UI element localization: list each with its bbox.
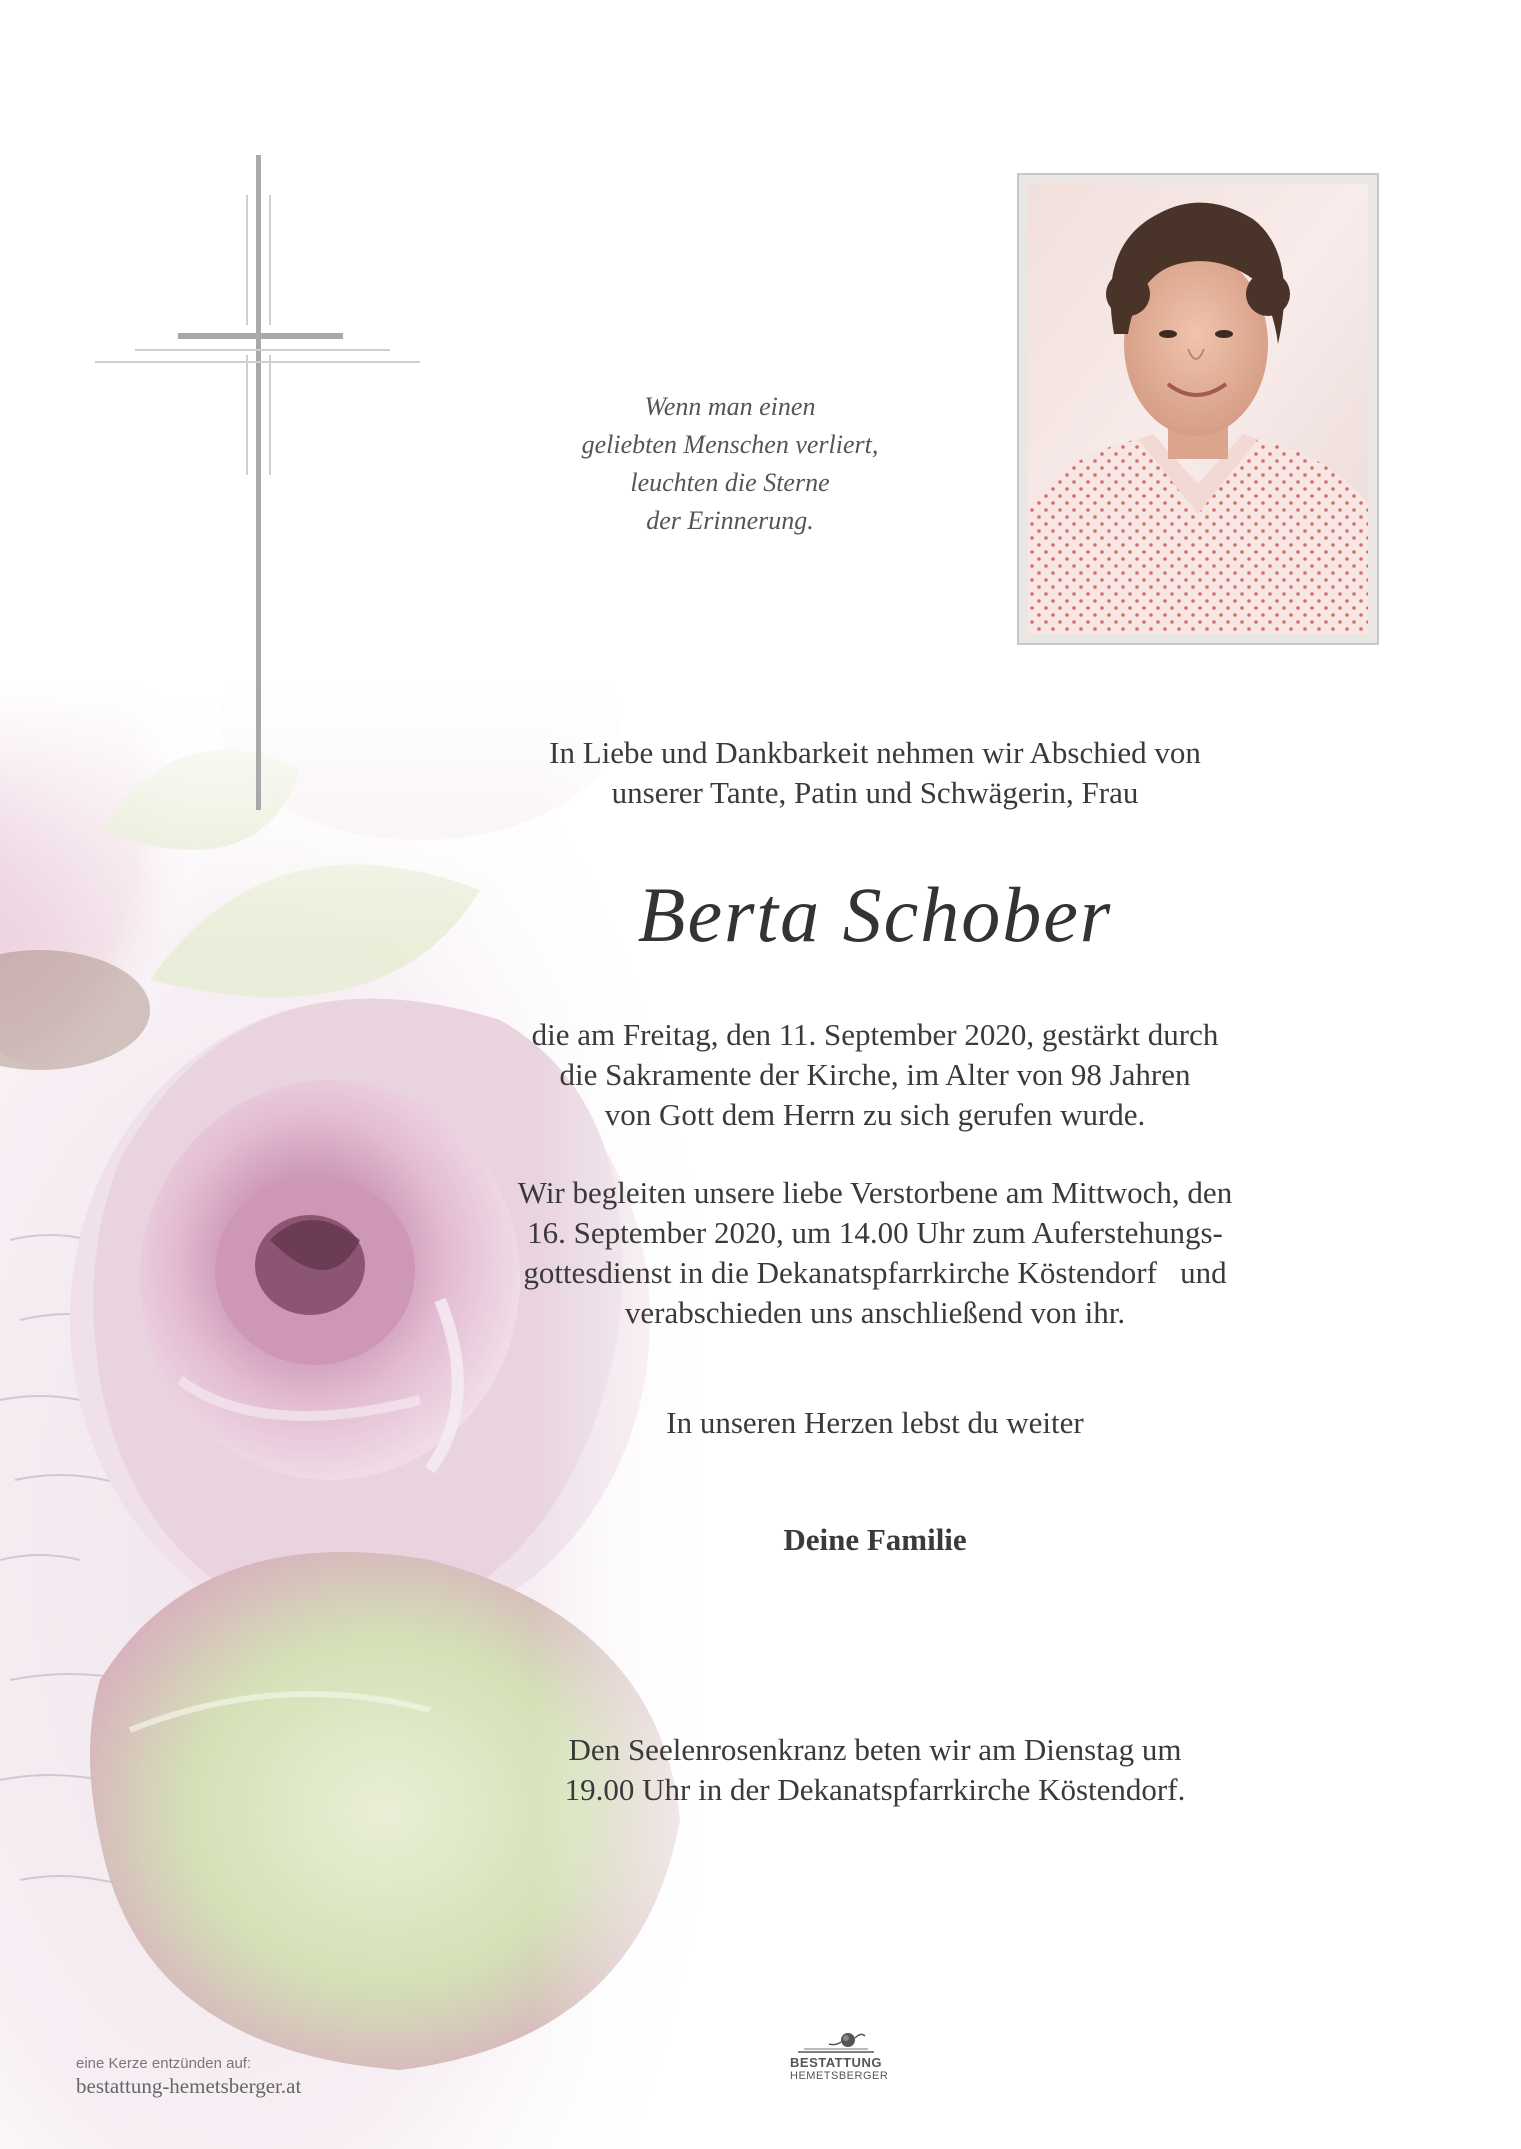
funeral-notice-line: 16. September 2020, um 14.00 Uhr zum Auferstehungs-: [527, 1215, 1223, 1250]
cross-icon: [90, 150, 440, 820]
website-link[interactable]: bestattung-hemetsberger.at: [76, 2074, 302, 2098]
intro-text: [470, 733, 1280, 813]
death-notice-line: die Sakramente der Kirche, im Alter von 98 Jahren: [559, 1057, 1191, 1092]
closing-text: In unseren Herzen lebst du weiter: [666, 1405, 1084, 1440]
funeral-home-logo: [790, 2028, 889, 2083]
rosary-notice: [470, 1730, 1280, 1810]
death-notice: [470, 1015, 1280, 1135]
closing-line: [470, 1403, 1280, 1443]
rosary-line: 19.00 Uhr in der Dekanatspfarrkirche Köstendorf.: [564, 1772, 1186, 1807]
logo-line2: HEMETSBERGER: [790, 2070, 889, 2082]
funeral-notice-line: Wir begleiten unsere liebe Verstorbene am Mittwoch, den: [517, 1175, 1233, 1210]
intro-line: In Liebe und Dankbarkeit nehmen wir Abschied von: [549, 735, 1201, 770]
candle-link-block: [76, 2055, 301, 2099]
death-notice-line: von Gott dem Herrn zu sich gerufen wurde.: [604, 1097, 1146, 1132]
intro-line: unserer Tante, Patin und Schwägerin, Frau: [611, 775, 1139, 810]
rosary-line: Den Seelenrosenkranz beten wir am Dienstag um: [568, 1732, 1182, 1767]
death-notice-line: die am Freitag, den 11. September 2020, gestärkt durch: [531, 1017, 1219, 1052]
quote-line: leuchten die Sterne: [630, 468, 830, 497]
funeral-notice-line: gottesdienst in die Dekanatspfarrkirche Köstendorf und: [523, 1255, 1227, 1290]
portrait-photo: [1028, 184, 1368, 634]
memorial-quote: [520, 388, 940, 540]
signature-text: Deine Familie: [783, 1522, 967, 1557]
signature: [470, 1520, 1280, 1560]
funeral-notice: [470, 1173, 1280, 1333]
quote-line: Wenn man einen: [644, 392, 816, 421]
rose-logo-icon: [796, 2028, 876, 2056]
deceased-name: Berta Schober: [637, 871, 1113, 958]
quote-line: geliebten Menschen verliert,: [581, 430, 879, 459]
portrait-frame: [1017, 173, 1379, 645]
logo-line1: BESTATTUNG: [790, 2055, 882, 2070]
funeral-notice-line: verabschieden uns anschließend von ihr.: [624, 1295, 1126, 1330]
candle-label: eine Kerze entzünden auf:: [76, 2055, 252, 2072]
quote-line: der Erinnerung.: [646, 506, 814, 535]
